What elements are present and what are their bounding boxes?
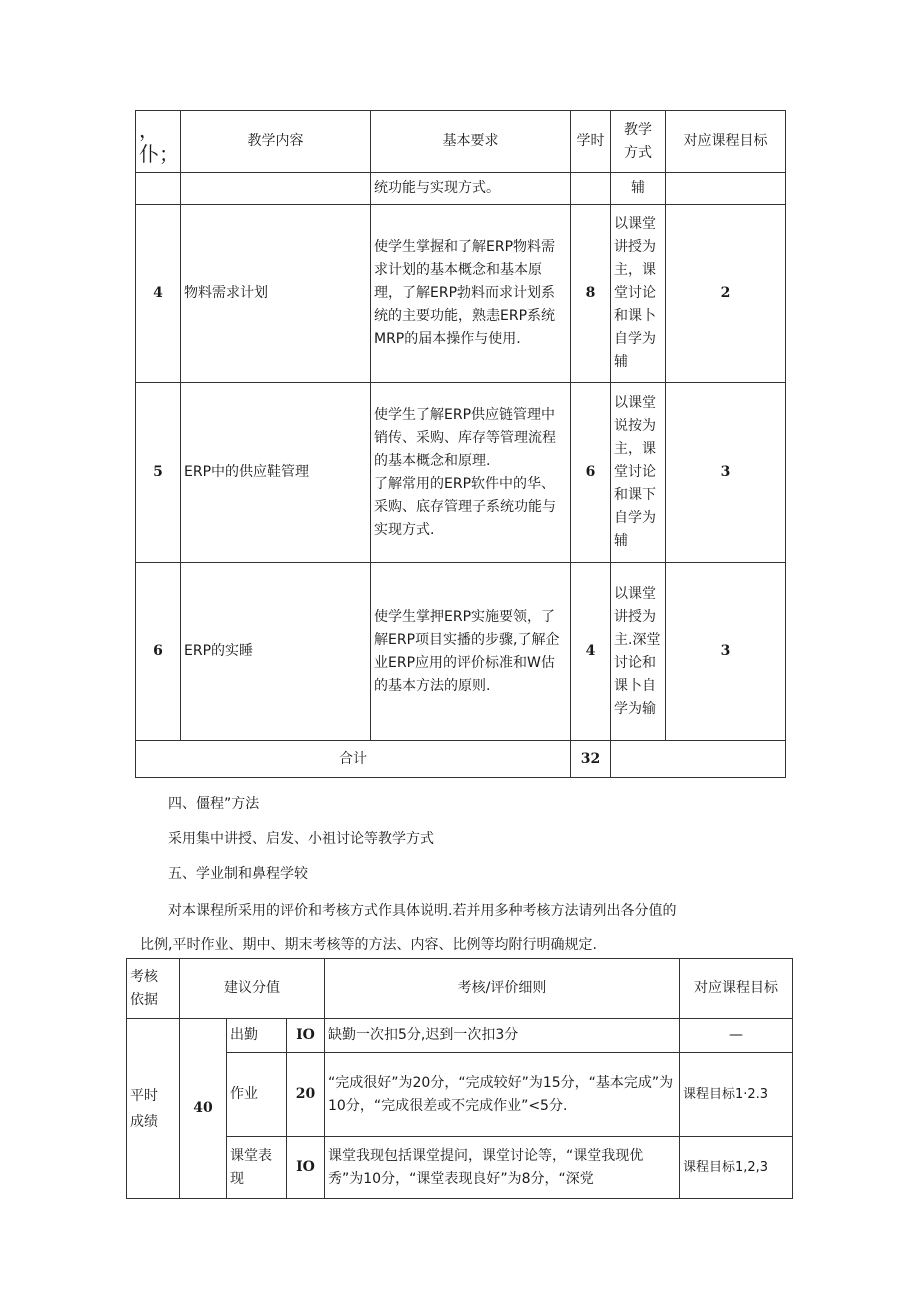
row-requirements: 使学生掌握和了解ERP物料需求计划的基本概念和基本原理，了解ERP勃料而求计划系统的主要功能，熟恚ERP系统MRP的届本操作与使用. bbox=[371, 205, 571, 383]
target-header: 对应课程目标 bbox=[666, 111, 786, 173]
row-hours: 6 bbox=[571, 383, 611, 563]
cell-empty bbox=[666, 173, 786, 205]
content-header: 教学内容 bbox=[181, 111, 371, 173]
cell-empty bbox=[571, 173, 611, 205]
continuation-method: 辅 bbox=[611, 173, 666, 205]
schedule-row bbox=[136, 383, 786, 563]
item-target: 课程目标1·2.3 bbox=[680, 1053, 793, 1137]
row-hours: 4 bbox=[571, 563, 611, 741]
assessment-table bbox=[126, 958, 793, 1199]
item-label: 作业 bbox=[227, 1053, 287, 1137]
assessment-row bbox=[127, 1019, 793, 1053]
continuation-row bbox=[136, 173, 786, 205]
item-rule: 课堂我现包括课堂提问，课堂讨论等，“课堂我现优秀”为10分，“课堂表现良好”为8分，“深党 bbox=[325, 1137, 680, 1199]
assessment-row bbox=[127, 1053, 793, 1137]
continuation-requirements: 统功能与实现方式。 bbox=[371, 173, 571, 205]
item-rule: 缺勤一次扣5分,迟到一次扣3分 bbox=[325, 1019, 680, 1053]
row-requirements: 使学生了解ERP供应链管理中销传、采购、库存等管理流程的基本概念和原理. 了解常用的ERP软件中的华、采购、底存管理子系统功能与实现方式. bbox=[371, 383, 571, 563]
item-label: 课堂表现 bbox=[227, 1137, 287, 1199]
total-row bbox=[136, 741, 786, 778]
row-requirements: 使学生掌押ERP实施要领，了解ERP项目实播的步骤,了解企业ERP应用的评价标准和W估的基本方法的原则. bbox=[371, 563, 571, 741]
row-hours: 8 bbox=[571, 205, 611, 383]
schedule-row bbox=[136, 563, 786, 741]
schedule-header-row bbox=[136, 111, 786, 173]
group-score: 40 bbox=[180, 1019, 227, 1199]
row-target: 3 bbox=[666, 383, 786, 563]
row-content: ERP的实睡 bbox=[181, 563, 371, 741]
requirements-header: 基本要求 bbox=[371, 111, 571, 173]
rules-header: 考核/评价细则 bbox=[325, 959, 680, 1019]
section-4-heading: 四、僵程”方法 bbox=[168, 796, 260, 812]
schedule-row bbox=[136, 205, 786, 383]
row-number: 5 bbox=[136, 383, 181, 563]
row-method: 以课堂说按为主，课堂讨论和课下自学为辅 bbox=[611, 383, 666, 563]
assessment-header-row bbox=[127, 959, 793, 1019]
group-label: 平时 成绩 bbox=[127, 1019, 180, 1199]
section-5-body-line2: 比例,平时作业、期中、期末考核等的方法、内容、比例等均附行明确规定. bbox=[140, 937, 597, 953]
method-header: 教学 方式 bbox=[611, 111, 666, 173]
total-label: 合计 bbox=[136, 741, 571, 778]
section-5-heading: 五、学业制和鼻程学较 bbox=[168, 866, 308, 882]
hours-header: 学时 bbox=[571, 111, 611, 173]
teaching-schedule-table bbox=[135, 110, 786, 778]
score-header: 建议分值 bbox=[180, 959, 325, 1019]
row-content: 物料需求计划 bbox=[181, 205, 371, 383]
row-target: 3 bbox=[666, 563, 786, 741]
item-score: IO bbox=[287, 1137, 325, 1199]
assessment-row bbox=[127, 1137, 793, 1199]
row-method: 以课堂讲授为主，课堂讨论和课卜自学为辅 bbox=[611, 205, 666, 383]
basis-header: 考核 依据 bbox=[127, 959, 180, 1019]
item-target: 课程目标1,2,3 bbox=[680, 1137, 793, 1199]
row-method: 以课堂讲授为主.深堂讨论和课卜自学为输 bbox=[611, 563, 666, 741]
row-number: 6 bbox=[136, 563, 181, 741]
cell-empty bbox=[181, 173, 371, 205]
section-5-body-line1: 对本课程所采用的评价和考核方式作具体说明.若并用多种考核方法请列出各分值的 bbox=[168, 903, 677, 919]
seq-header: ， 仆； bbox=[136, 111, 181, 173]
item-score: IO bbox=[287, 1019, 325, 1053]
item-label: 出勤 bbox=[227, 1019, 287, 1053]
target-header: 对应课程目标 bbox=[680, 959, 793, 1019]
row-target: 2 bbox=[666, 205, 786, 383]
item-target: — bbox=[680, 1019, 793, 1053]
cell-empty bbox=[611, 741, 786, 778]
cell-empty bbox=[136, 173, 181, 205]
item-rule: “完成很好”为20分，“完成较好”为15分，“基本完成”为10分，“完成很差或不完成作业”<5分. bbox=[325, 1053, 680, 1137]
item-score: 20 bbox=[287, 1053, 325, 1137]
row-number: 4 bbox=[136, 205, 181, 383]
section-4-body: 采用集中讲授、启发、小祖讨论等教学方式 bbox=[168, 831, 434, 847]
row-content: ERP中的供应鞋管理 bbox=[181, 383, 371, 563]
total-hours: 32 bbox=[571, 741, 611, 778]
